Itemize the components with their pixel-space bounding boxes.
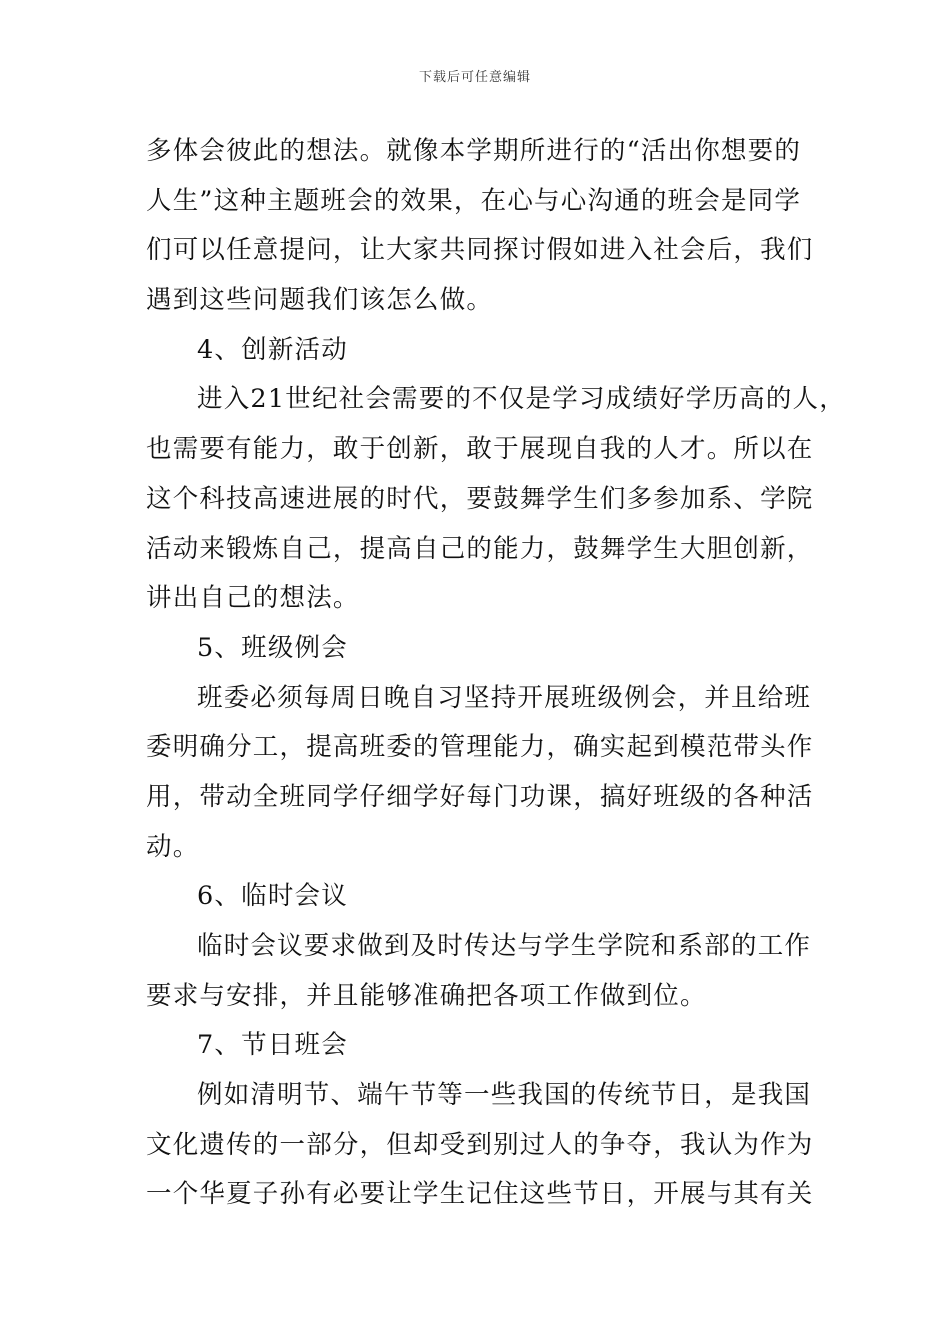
section-heading: 7、节日班会 bbox=[197, 1030, 348, 1061]
section-heading: 6、临时会议 bbox=[197, 881, 348, 912]
page-header: 下载后可任意编辑 bbox=[418, 70, 531, 85]
document-body bbox=[146, 127, 846, 1220]
text-line: 这个科技高速进展的时代，要鼓舞学生们多参加系、学院 bbox=[146, 483, 814, 514]
text-line: 多体会彼此的想法。就像本学期所进行的“活出你想要的 bbox=[146, 136, 802, 166]
text-line: 人生”这种主题班会的效果，在心与心沟通的班会是同学 bbox=[146, 185, 802, 216]
text-line: 们可以任意提问，让大家共同探讨假如进入社会后，我们 bbox=[146, 235, 814, 266]
section-heading: 5、班级例会 bbox=[197, 632, 348, 663]
text-line: 委明确分工，提高班委的管理能力，确实起到模范带头作 bbox=[146, 732, 814, 763]
text-line: 动。 bbox=[146, 831, 200, 862]
text-line: 活动来锻炼自己，提高自己的能力，鼓舞学生大胆创新， bbox=[146, 533, 814, 564]
text-line: 用，带动全班同学仔细学好每门功课，搞好班级的各种活 bbox=[146, 781, 814, 812]
text-line: 要求与安排，并且能够准确把各项工作做到位。 bbox=[146, 980, 707, 1011]
text-line: 进入21世纪社会需要的不仅是学习成绩好学历高的人， bbox=[197, 384, 846, 415]
text-line: 也需要有能力，敢于创新，敢于展现自我的人才。所以在 bbox=[146, 434, 814, 465]
text-line: 例如清明节、端午节等一些我国的传统节日，是我国 bbox=[197, 1080, 812, 1111]
text-line: 遇到这些问题我们该怎么做。 bbox=[146, 285, 494, 316]
text-line: 一个华夏子孙有必要让学生记住这些节日，开展与其有关 bbox=[146, 1179, 814, 1210]
text-line: 临时会议要求做到及时传达与学生学院和系部的工作 bbox=[197, 931, 812, 961]
section-heading: 4、创新活动 bbox=[197, 334, 348, 365]
text-line: 班委必须每周日晚自习坚持开展班级例会，并且给班 bbox=[197, 682, 812, 713]
text-line: 讲出自己的想法。 bbox=[146, 583, 360, 614]
text-line: 文化遗传的一部分，但却受到别过人的争夺，我认为作为 bbox=[146, 1129, 814, 1160]
